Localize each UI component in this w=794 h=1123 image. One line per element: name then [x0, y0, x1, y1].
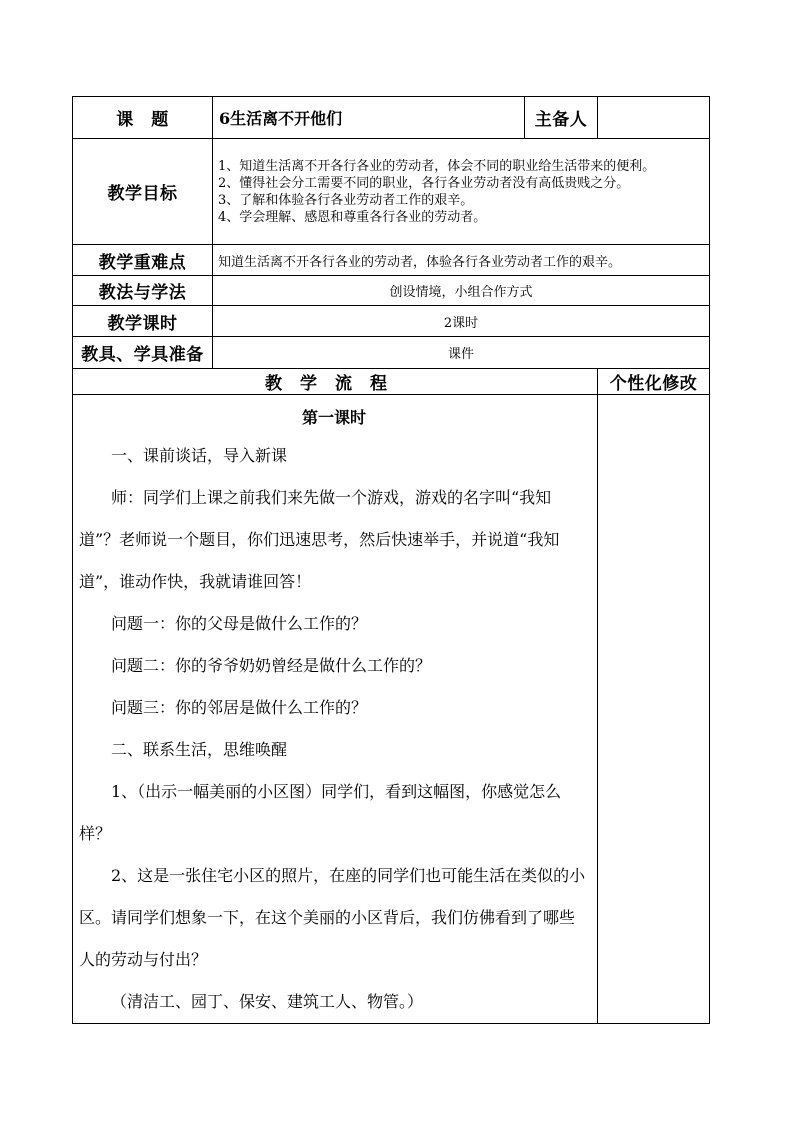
- goal-item: 1、知道生活离不开各行各业的劳动者，体会不同的职业给生活带来的便利。: [218, 158, 656, 174]
- flow-paragraph: 一、课前谈话，导入新课: [111, 446, 288, 465]
- preparer-value: [598, 97, 710, 139]
- goals-cell: [213, 139, 710, 245]
- flow-paragraph: 问题三：你的邻居是做什么工作的？: [111, 698, 368, 717]
- flow-header: 教学流程: [73, 369, 598, 395]
- method-label: 教法与学法: [73, 276, 213, 306]
- topic-row: [73, 97, 710, 139]
- preparer-label: 主备人: [525, 97, 598, 139]
- key-value: 知道生活离不开各行各业的劳动者，体验各行各业劳动者工作的艰辛。: [213, 245, 710, 276]
- hours-label: 教学课时: [73, 306, 213, 337]
- flow-paragraph: 问题一：你的父母是做什么工作的？: [111, 614, 368, 633]
- tools-row: [73, 337, 710, 369]
- goals-row: [73, 139, 710, 245]
- flow-paragraph: 二、联系生活，思维唤醒: [111, 740, 288, 759]
- method-row: [73, 276, 710, 306]
- flow-header-row: [73, 369, 710, 395]
- flow-row: [73, 395, 710, 1024]
- goal-item: 2、懂得社会分工需要不同的职业，各行各业劳动者没有高低贵贱之分。: [218, 175, 630, 191]
- topic-value: 6生活离不开他们: [213, 97, 525, 139]
- lesson-plan-table: [72, 96, 710, 1024]
- flow-paragraph: 2、这是一张住宅小区的照片，在座的同学们也可能生活在类似的小区。请同学们想象一下，在这个美丽的小区背后，我们仿佛看到了哪些人的劳动与付出？: [79, 866, 586, 969]
- tools-value: 课件: [213, 337, 710, 369]
- flow-paragraph: 师：同学们上课之前我们来先做一个游戏，游戏的名字叫“我知道”？老师说一个题目，你们迅速思考，然后快速举手，并说道“我知道”，谁动作快，我就请谁回答！: [79, 488, 560, 591]
- key-label: 教学重难点: [73, 245, 213, 276]
- tools-label: 教具、学具准备: [73, 337, 213, 369]
- flow-paragraph: 1、（出示一幅美丽的小区图）同学们，看到这幅图，你感觉怎么样？: [79, 782, 562, 843]
- key-row: [73, 245, 710, 276]
- personal-header: 个性化修改: [598, 369, 710, 395]
- goal-item: 4、学会理解、感恩和尊重各行各业的劳动者。: [218, 209, 487, 225]
- hours-row: [73, 306, 710, 337]
- topic-label: 课 题: [73, 97, 213, 139]
- method-value: 创设情境，小组合作方式: [213, 276, 710, 306]
- hours-value: 2课时: [213, 306, 710, 337]
- flow-paragraph: 问题二：你的爷爷奶奶曾经是做什么工作的？: [111, 656, 432, 675]
- personal-notes-cell: [598, 395, 710, 1024]
- goals-label: 教学目标: [73, 139, 213, 245]
- lesson-title: 第一课时: [301, 408, 366, 427]
- flow-content: [73, 395, 598, 1024]
- goal-item: 3、了解和体验各行各业劳动者工作的艰辛。: [218, 192, 474, 208]
- flow-paragraph: （清洁工、园丁、保安、建筑工人、物管。）: [111, 992, 424, 1011]
